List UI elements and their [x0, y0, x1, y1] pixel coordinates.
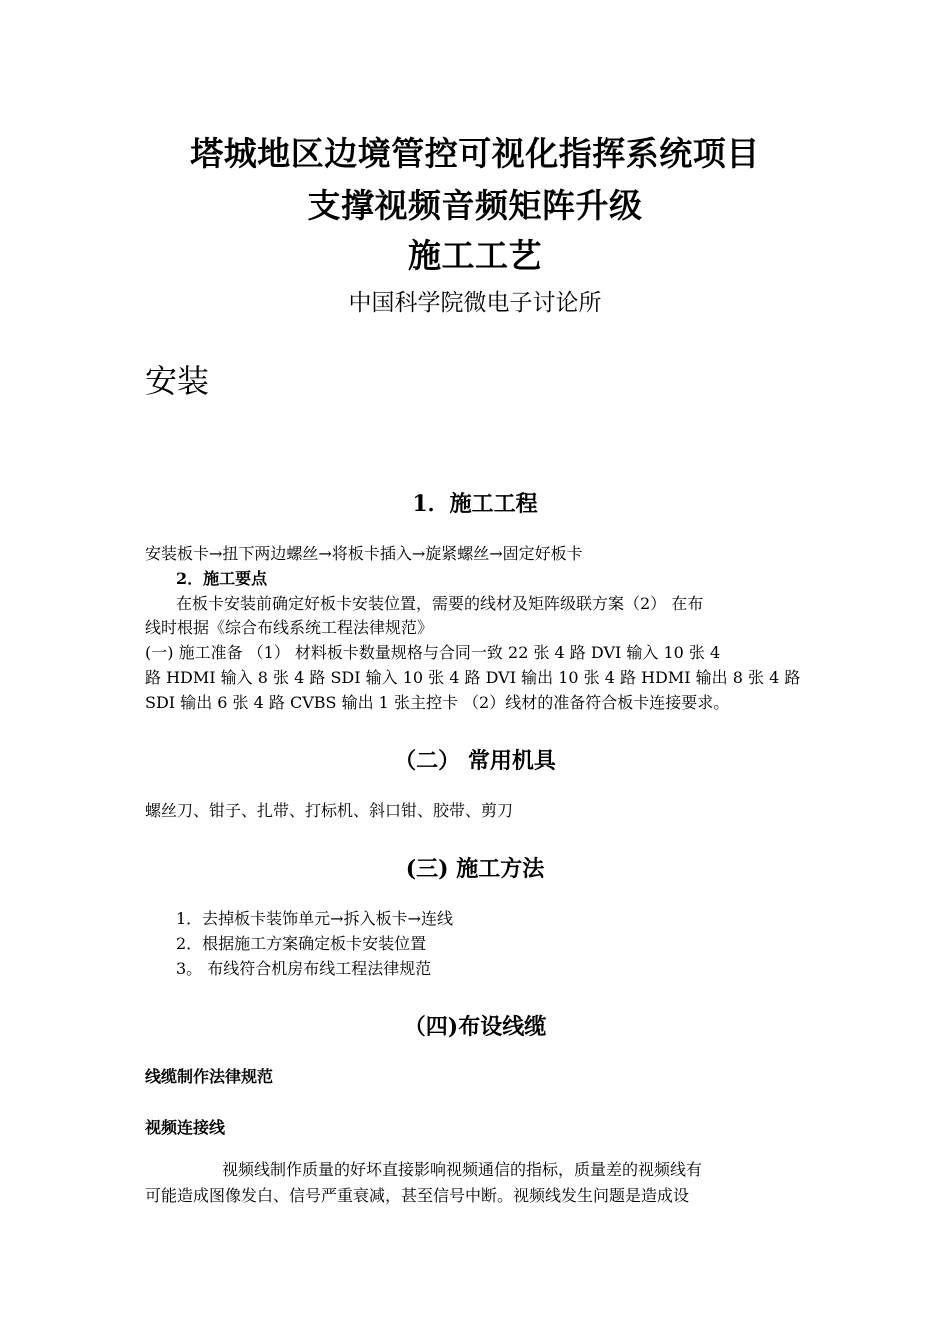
method-item-3: 3。 布线符合机房布线工程法律规范 [176, 959, 432, 978]
points-paragraph-line-4: 路 HDMI 输入 8 张 4 路 SDI 输入 10 张 4 路 DVI 输出 10 张 4 路 HDMI 输出 8 张 4 路 [145, 668, 801, 687]
points-paragraph-line-1: 在板卡安装前确定好板卡安装位置，需要的线材及矩阵级联方案（2） 在布 [176, 594, 704, 613]
document-title-line-2: 支撑视频音频矩阵升级 [307, 186, 643, 225]
document-title-line-1: 塔城地区边境管控可视化指挥系统项目 [190, 134, 760, 173]
method-item-1: 1．去掉板卡装饰单元→拆入板卡→连线 [176, 909, 453, 928]
video-cable-paragraph-line-1: 视频线制作质量的好坏直接影响视频通信的指标，质量差的视频线有 [222, 1160, 703, 1179]
subheading-construction-points: 2．施工要点 [176, 569, 268, 588]
points-paragraph-line-2: 线时根据《综合布线系统工程法律规范》 [145, 618, 434, 637]
organization-name: 中国科学院微电子讨论所 [348, 290, 602, 316]
points-paragraph-line-5: SDI 输出 6 张 4 路 CVBS 输出 1 张主控卡 （2）线材的准备符合板卡连接要求。 [145, 693, 730, 712]
section-heading-install: 安装 [145, 362, 210, 400]
document-title-line-3: 施工工艺 [408, 236, 542, 275]
subheading-video-cable: 视频连接线 [145, 1118, 226, 1137]
heading-common-tools: （二） 常用机具 [394, 748, 556, 774]
heading-construction-process: 1．施工工程 [412, 491, 538, 517]
heading-construction-method: (三) 施工方法 [405, 856, 545, 882]
subheading-cable-standards: 线缆制作法律规范 [145, 1067, 274, 1086]
tools-list-text: 螺丝刀、钳子、扎带、打标机、斜口钳、胶带、剪刀 [145, 801, 514, 820]
method-item-2: 2．根据施工方案确定板卡安装位置 [176, 934, 427, 953]
video-cable-paragraph-line-2: 可能造成图像发白、信号严重衰减，甚至信号中断。视频线发生问题是造成设 [145, 1186, 690, 1205]
heading-cable-laying: （四)布设线缆 [403, 1014, 547, 1040]
install-flow-text: 安装板卡→扭下两边螺丝→将板卡插入→旋紧螺丝→固定好板卡 [145, 544, 583, 563]
points-paragraph-line-3: (一) 施工准备 （1） 材料板卡数量规格与合同一致 22 张 4 路 DVI 输入 10 张 4 [145, 643, 721, 662]
